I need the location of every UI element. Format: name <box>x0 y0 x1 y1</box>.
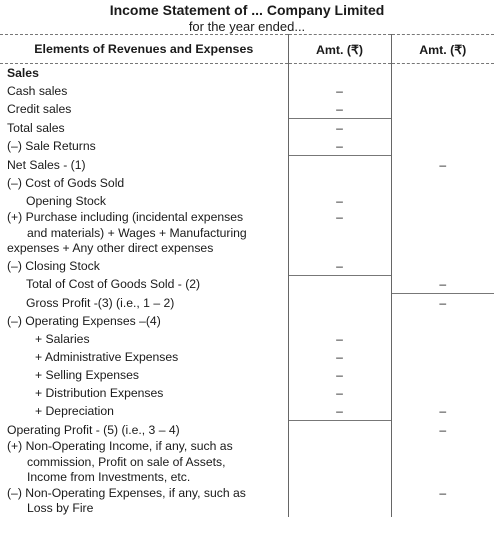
column-header-elements: Elements of Revenues and Expenses <box>0 35 288 64</box>
label-line: (–) Non-Operating Expenses, if any, such as <box>7 485 246 500</box>
amount-2-cell: – <box>391 402 494 421</box>
row-label-depreciation: + Depreciation <box>35 404 114 418</box>
row-label-cost-of-goods-sold: (–) Cost of Gods Sold <box>7 176 125 190</box>
amount-1-cell: – <box>288 82 391 100</box>
amount-2-cell <box>391 348 494 366</box>
table-row <box>0 421 494 440</box>
amount-2-cell <box>391 64 494 83</box>
row-label-purchases <box>0 210 288 257</box>
amount-1-cell: – <box>288 257 391 276</box>
table-row <box>0 174 494 192</box>
amount-2-cell <box>391 257 494 276</box>
amount-1-cell: – <box>288 137 391 156</box>
label-line: Loss by Fire <box>27 501 94 515</box>
table-row <box>0 294 494 313</box>
label-line: (+) Purchase including (incidental expenses <box>7 210 244 224</box>
amount-2-cell: – <box>391 421 494 440</box>
table-row <box>0 366 494 384</box>
amount-2-cell: – <box>391 156 494 175</box>
row-label-credit-sales: Credit sales <box>7 102 72 116</box>
table-row <box>0 100 494 119</box>
statement-subtitle: for the year ended... <box>188 19 306 34</box>
row-label-operating-profit: Operating Profit - (5) (i.e., 3 – 4) <box>7 422 180 437</box>
column-header-amount-1: Amt. (₹) <box>288 35 391 64</box>
amount-1-cell: – <box>288 330 391 348</box>
amount-2-cell <box>391 312 494 330</box>
table-row <box>0 119 494 138</box>
table-row <box>0 156 494 175</box>
table-row <box>0 192 494 210</box>
amount-1-cell <box>288 64 391 83</box>
row-label-sale-returns: (–) Sale Returns <box>7 139 96 153</box>
table-row <box>0 257 494 276</box>
amount-2-cell <box>391 384 494 402</box>
column-header-amount-2: Amt. (₹) <box>391 35 494 64</box>
row-label-total-cogs: Total of Cost of Goods Sold - (2) <box>26 277 201 291</box>
table-row <box>0 137 494 156</box>
amount-2-cell <box>391 192 494 210</box>
table-row <box>0 486 494 517</box>
label-line: Income from Investments, etc. <box>27 470 191 484</box>
amount-2-cell: – <box>391 275 494 294</box>
row-label-non-operating-income <box>0 439 288 486</box>
row-label-selling-expenses: + Selling Expenses <box>35 368 139 382</box>
amount-2-cell <box>391 174 494 192</box>
amount-1-cell <box>288 156 391 175</box>
table-row <box>0 348 494 366</box>
row-label-non-operating-expenses <box>0 486 288 517</box>
row-label-distribution-expenses: + Distribution Expenses <box>35 386 164 400</box>
table-row <box>0 64 494 83</box>
amount-2-cell: – <box>391 486 494 517</box>
amount-2-cell <box>391 210 494 257</box>
table-row <box>0 439 494 486</box>
row-label-gross-profit: Gross Profit -(3) (i.e., 1 – 2) <box>26 295 175 310</box>
amount-1-cell: – <box>288 384 391 402</box>
amount-1-cell: – <box>288 348 391 366</box>
row-label-cash-sales: Cash sales <box>7 84 68 98</box>
table-header-row <box>0 35 494 64</box>
amount-1-cell: – <box>288 366 391 384</box>
table-row <box>0 312 494 330</box>
table-row <box>0 82 494 100</box>
label-line: expenses + Any other direct expenses <box>7 241 214 255</box>
row-label-administrative-expenses: + Administrative Expenses <box>35 350 179 364</box>
amount-2-cell <box>391 100 494 119</box>
amount-2-cell <box>391 366 494 384</box>
amount-1-cell <box>288 275 391 294</box>
label-line: (+) Non-Operating Income, if any, such as <box>7 439 233 453</box>
amount-1-cell <box>288 174 391 192</box>
amount-1-cell <box>288 294 391 313</box>
table-row <box>0 210 494 257</box>
amount-1-cell: – <box>288 100 391 119</box>
amount-1-cell <box>288 439 391 486</box>
amount-2-cell: – <box>391 294 494 313</box>
amount-2-cell <box>391 439 494 486</box>
row-label-total-sales: Total sales <box>7 120 65 135</box>
amount-1-cell: – <box>288 210 391 257</box>
amount-1-cell <box>288 312 391 330</box>
row-label-sales: Sales <box>7 66 39 80</box>
amount-1-cell: – <box>288 119 391 138</box>
row-label-net-sales: Net Sales - (1) <box>7 157 86 172</box>
income-statement-table <box>0 34 494 517</box>
table-row <box>0 402 494 421</box>
amount-1-cell <box>288 421 391 440</box>
table-row <box>0 330 494 348</box>
label-line: and materials) + Wages + Manufacturing <box>27 225 247 240</box>
table-row <box>0 384 494 402</box>
amount-2-cell <box>391 137 494 156</box>
label-line: commission, Profit on sale of Assets, <box>27 454 226 469</box>
statement-title: Income Statement of ... Company Limited <box>109 2 385 18</box>
amount-2-cell <box>391 82 494 100</box>
amount-2-cell <box>391 119 494 138</box>
table-row <box>0 275 494 294</box>
row-label-closing-stock: (–) Closing Stock <box>7 258 100 273</box>
amount-1-cell <box>288 486 391 517</box>
row-label-salaries: + Salaries <box>35 332 90 346</box>
amount-1-cell: – <box>288 402 391 421</box>
amount-1-cell: – <box>288 192 391 210</box>
statement-header <box>0 0 494 34</box>
amount-2-cell <box>391 330 494 348</box>
row-label-opening-stock: Opening Stock <box>26 194 106 208</box>
row-label-operating-expenses: (–) Operating Expenses –(4) <box>7 314 161 328</box>
